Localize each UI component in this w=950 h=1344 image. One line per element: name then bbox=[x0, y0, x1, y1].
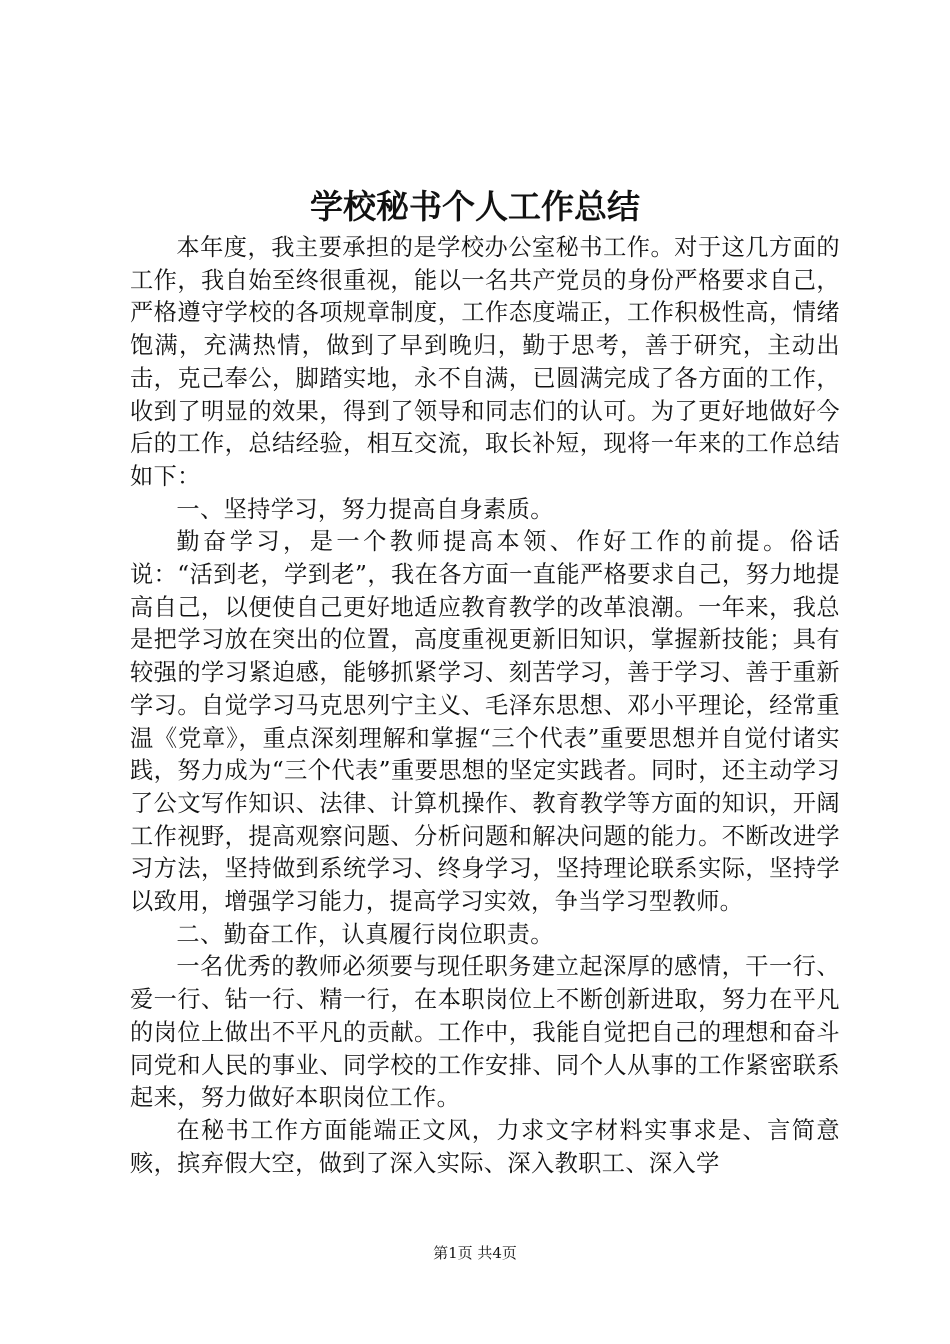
paragraph-secretary: 在秘书工作方面能端正文风，力求文字材料实事求是、言简意赅，摈弃假大空，做到了深入实际、深入教职工、深入学 bbox=[130, 1116, 840, 1177]
paragraph-study: 勤奋学习，是一个教师提高本领、作好工作的前提。俗话说：“活到老，学到老”，我在各方面一直能严格要求自己，努力地提高自己，以便使自己更好地适应教育教学的改革浪潮。一年来，我总是把学习放在突出的位置，高度重视更新旧知识，掌握新技能；具有较强的学习紧迫感，能够抓紧学习、刻苦学习，善于学习、善于重新学习。自觉学习马克思列宁主义、毛泽东思想、邓小平理论，经常重温《党章》，重点深刻理解和掌握“三个代表”重要思想并自觉付诸实践，努力成为“三个代表”重要思想的坚定实践者。同时，还主动学习了公文写作知识、法律、计算机操作、教育教学等方面的知识，开阔工作视野，提高观察问题、分析问题和解决问题的能力。不断改进学习方法，坚持做到系统学习、终身学习，坚持理论联系实际，坚持学以致用，增强学习能力，提高学习实效，争当学习型教师。 bbox=[130, 528, 840, 916]
paragraph-work: 一名优秀的教师必须要与现任职务建立起深厚的感情，干一行、爱一行、钻一行、精一行，在本职岗位上不断创新进取，努力在平凡的岗位上做出不平凡的贡献。工作中，我能自觉把自己的理想和奋斗同党和人民的事业、同学校的工作安排、同个人从事的工作紧密联系起来，努力做好本职岗位工作。 bbox=[130, 953, 840, 1112]
page-number-footer: 第1页 共4页 bbox=[433, 1244, 517, 1262]
document-body bbox=[130, 232, 840, 1180]
section-heading-1: 一、坚持学习，努力提高自身素质。 bbox=[176, 495, 554, 523]
paragraph-intro: 本年度，我主要承担的是学校办公室秘书工作。对于这几方面的工作，我自始至终很重视，能以一名共产党员的身份严格要求自己，严格遵守学校的各项规章制度，工作态度端正，工作积极性高，情绪饱满，充满热情，做到了早到晚归，勤于思考，善于研究，主动出击，克己奉公，脚踏实地，永不自满，已圆满完成了各方面的工作，收到了明显的效果，得到了领导和同志们的认可。为了更好地做好今后的工作，总结经验，相互交流，取长补短，现将一年来的工作总结如下： bbox=[130, 234, 840, 490]
section-heading-2: 二、勤奋工作，认真履行岗位职责。 bbox=[176, 920, 554, 948]
document-title: 学校秘书个人工作总结 bbox=[310, 187, 640, 226]
